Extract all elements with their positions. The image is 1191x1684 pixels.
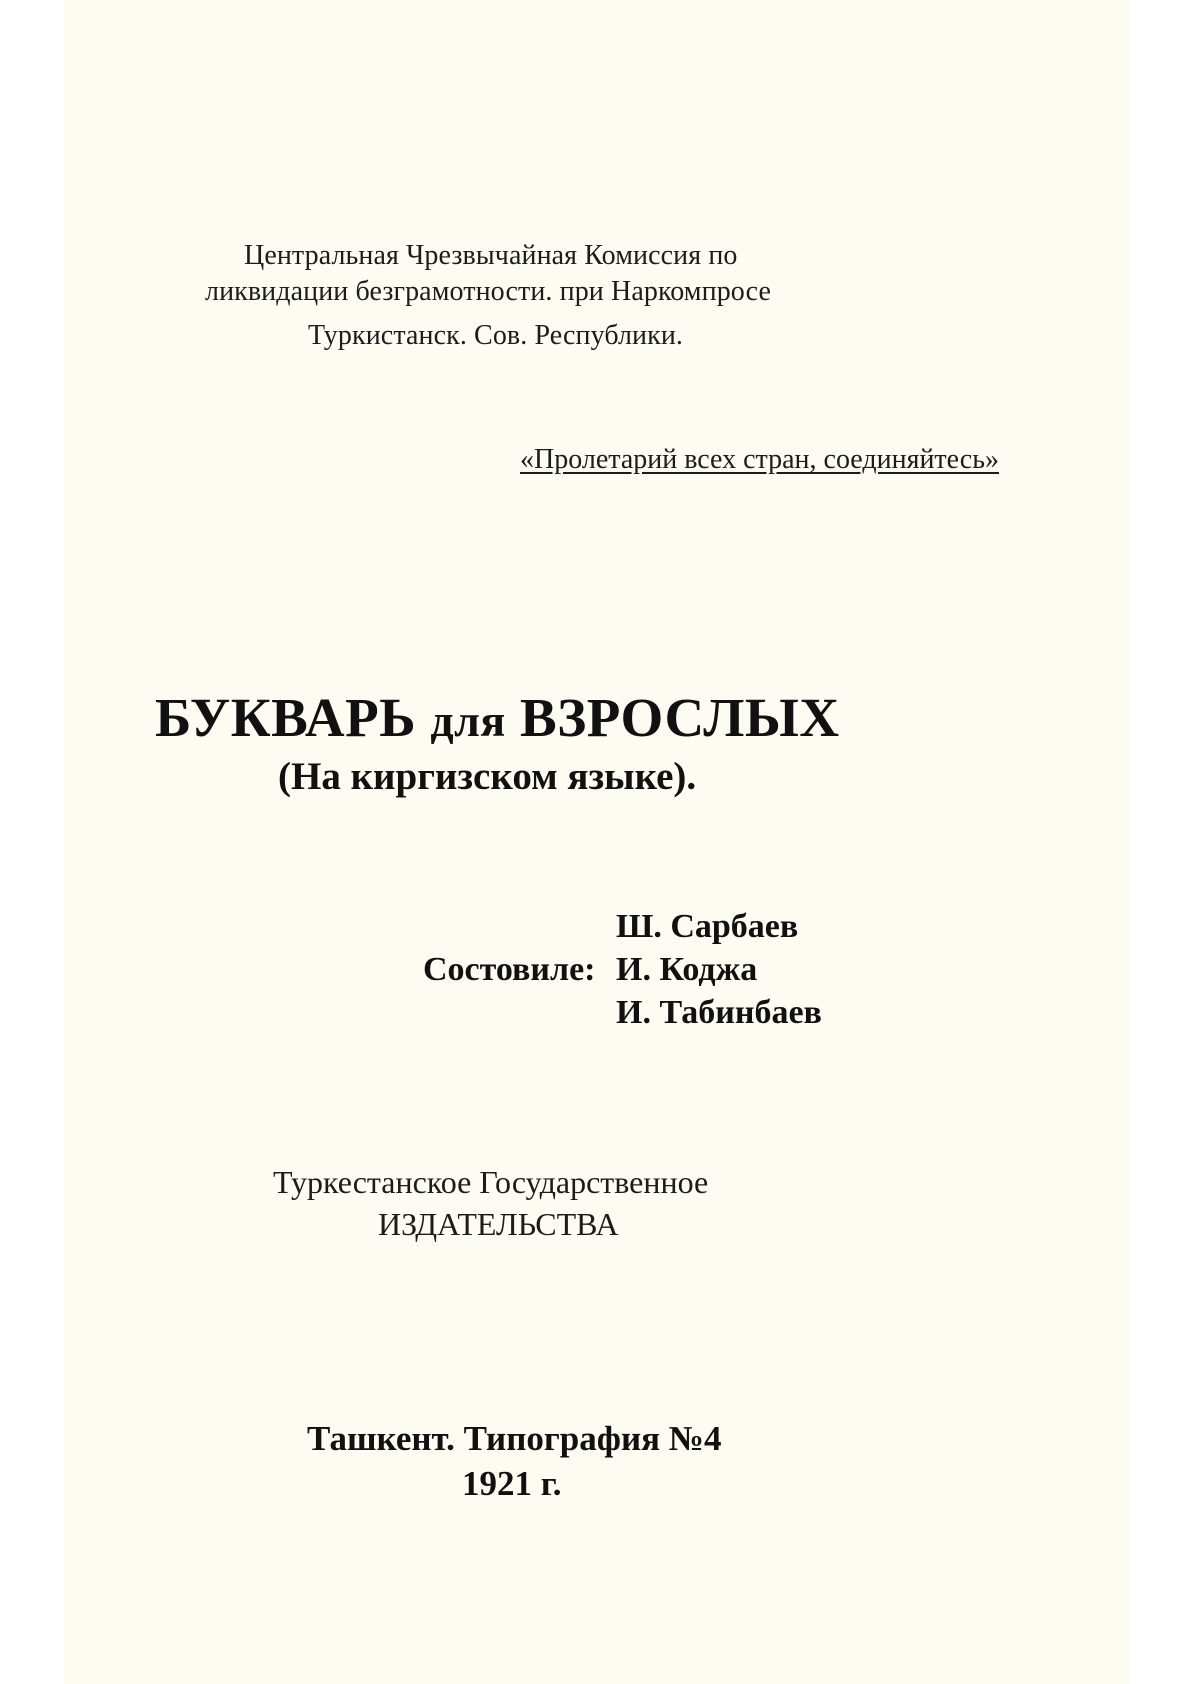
imprint-place-printer: Ташкент. Типография №4 <box>307 1419 722 1458</box>
organization-line-1: Центральная Чрезвычайная Комиссия по <box>244 240 738 271</box>
motto: «Пролетарий всех стран, соединяйтесь» <box>520 444 999 475</box>
book-title <box>155 686 840 749</box>
compiler-name-2: И. Коджа <box>616 951 758 988</box>
compilers-label: Состовиле: <box>423 951 596 988</box>
compiler-name-3: И. Табинбаев <box>616 994 822 1031</box>
publisher-line-1: Туркестанское Государственное <box>273 1164 709 1200</box>
imprint-year: 1921 г. <box>462 1464 562 1503</box>
organization-line-3: Туркистанск. Сов. Республики. <box>308 320 684 351</box>
book-title-word-3: ВЗРОСЛЫХ <box>520 687 840 748</box>
publisher-line-2: ИЗДАТЕЛЬСТВА <box>378 1206 619 1242</box>
book-title-word-2: для <box>430 695 506 746</box>
title-page <box>64 0 1130 1684</box>
book-title-word-1: БУКВАРЬ <box>155 687 417 748</box>
compiler-name-1: Ш. Сарбаев <box>616 908 799 945</box>
organization-line-2: ликвидации безграмотности. при Наркомпросе <box>205 276 771 307</box>
book-subtitle: (На киргизском языке). <box>278 755 697 798</box>
